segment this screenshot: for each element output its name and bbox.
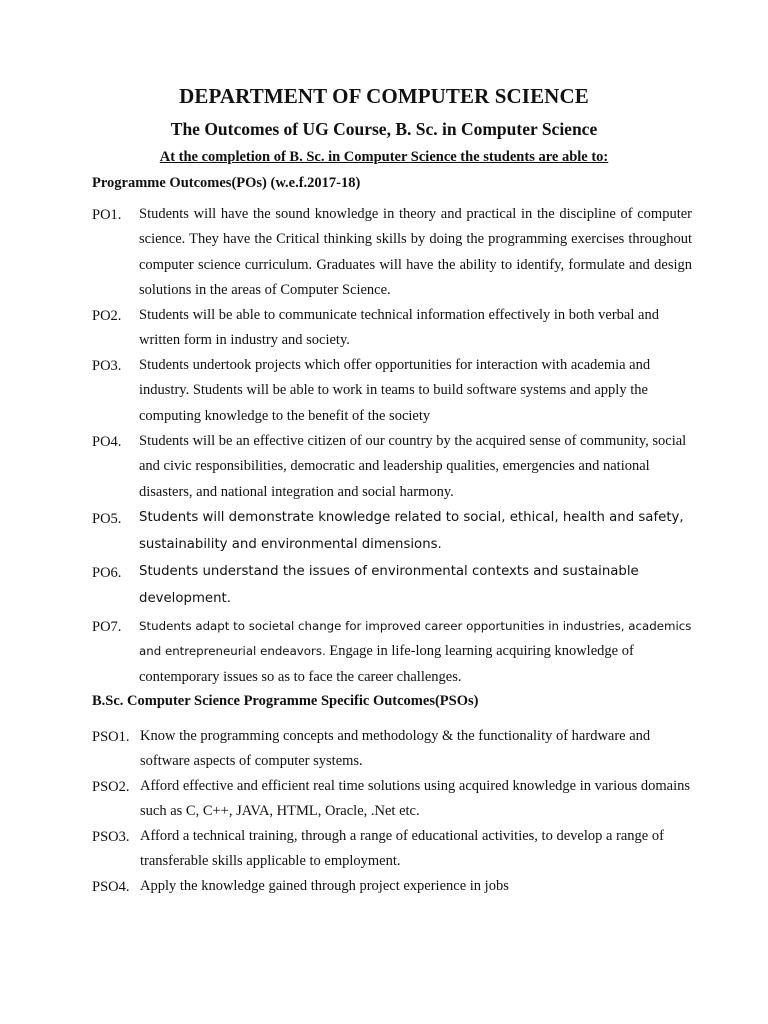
- po-text: Students will be able to communicate technical information effectively in both verbal and written form in industry and society.: [139, 307, 659, 349]
- pso-code: PSO3.: [92, 829, 130, 845]
- po-code: PO3.: [92, 358, 122, 374]
- po-code: PO1.: [92, 207, 122, 223]
- pso-code: PSO1.: [92, 729, 130, 745]
- pso-item: [92, 829, 692, 880]
- po-text: [139, 614, 692, 690]
- po-item: [92, 358, 692, 434]
- pso-text: Afford effective and efficient real time solutions using acquired knowledge in various domains such as C, C++, JAVA, HTML, Oracle, .Net etc.: [140, 778, 691, 820]
- po-item: [92, 207, 692, 308]
- pso-text: Afford a technical training, through a range of educational activities, to develop a range of transferable skills applicable to employment.: [140, 828, 664, 870]
- po-code: PO7.: [92, 619, 122, 635]
- po-item: [92, 564, 692, 618]
- po-section-heading: Programme Outcomes(POs) (w.e.f.2017-18): [92, 175, 361, 191]
- page-title: DEPARTMENT OF COMPUTER SCIENCE: [179, 84, 589, 108]
- po-item: [92, 510, 692, 564]
- pso-item: [92, 779, 692, 830]
- pso-section-heading: B.Sc. Computer Science Programme Specific Outcomes(PSOs): [92, 693, 479, 709]
- po-item: [92, 308, 692, 359]
- po-text: Students undertook projects which offer opportunities for interaction with academia and industry. Students will be able to work in teams to build software systems and apply the computing knowledge to the benefit of the society: [139, 357, 651, 424]
- po-code: PO4.: [92, 434, 122, 450]
- pso-text: Apply the knowledge gained through project experience in jobs: [140, 878, 509, 894]
- pso-item: [92, 879, 692, 904]
- po-text-part: Engage in life-long learning acquiring knowledge of contemporary issues so as to face the career challenges.: [139, 643, 634, 685]
- po-code: PO5.: [92, 511, 122, 527]
- pso-item: [92, 729, 692, 780]
- po-text: Students understand the issues of environmental contexts and sustainable development.: [139, 564, 639, 606]
- intro-line: At the completion of B. Sc. in Computer Science the students are able to:: [159, 149, 609, 165]
- po-item: [92, 619, 692, 695]
- pso-code: PSO4.: [92, 879, 130, 895]
- pso-text: Know the programming concepts and methodology & the functionality of hardware and software aspects of computer systems.: [140, 728, 651, 770]
- po-text: Students will demonstrate knowledge related to social, ethical, health and safety, sustainability and environmental dimensions.: [139, 510, 684, 552]
- pso-code: PSO2.: [92, 779, 130, 795]
- po-item: [92, 434, 692, 510]
- po-text-part: Students adapt to societal change for improved career opportunities in industries, academics and entrepreneurial endeavors.: [139, 619, 692, 659]
- po-code: PO2.: [92, 308, 122, 324]
- po-code: PO6.: [92, 565, 122, 581]
- po-text: Students will be an effective citizen of our country by the acquired sense of community, social and civic responsibilities, democratic and leadership qualities, emergencies and national disasters, and national integration and social harmony.: [139, 433, 687, 500]
- page-subtitle: The Outcomes of UG Course, B. Sc. in Computer Science: [170, 119, 598, 139]
- po-text: Students will have the sound knowledge in theory and practical in the discipline of computer science. They have the Critical thinking skills by doing the programming exercises throughout computer science curriculum. Graduates will have the ability to identify, formulate and design solutions in the areas of Computer Science.: [139, 206, 692, 298]
